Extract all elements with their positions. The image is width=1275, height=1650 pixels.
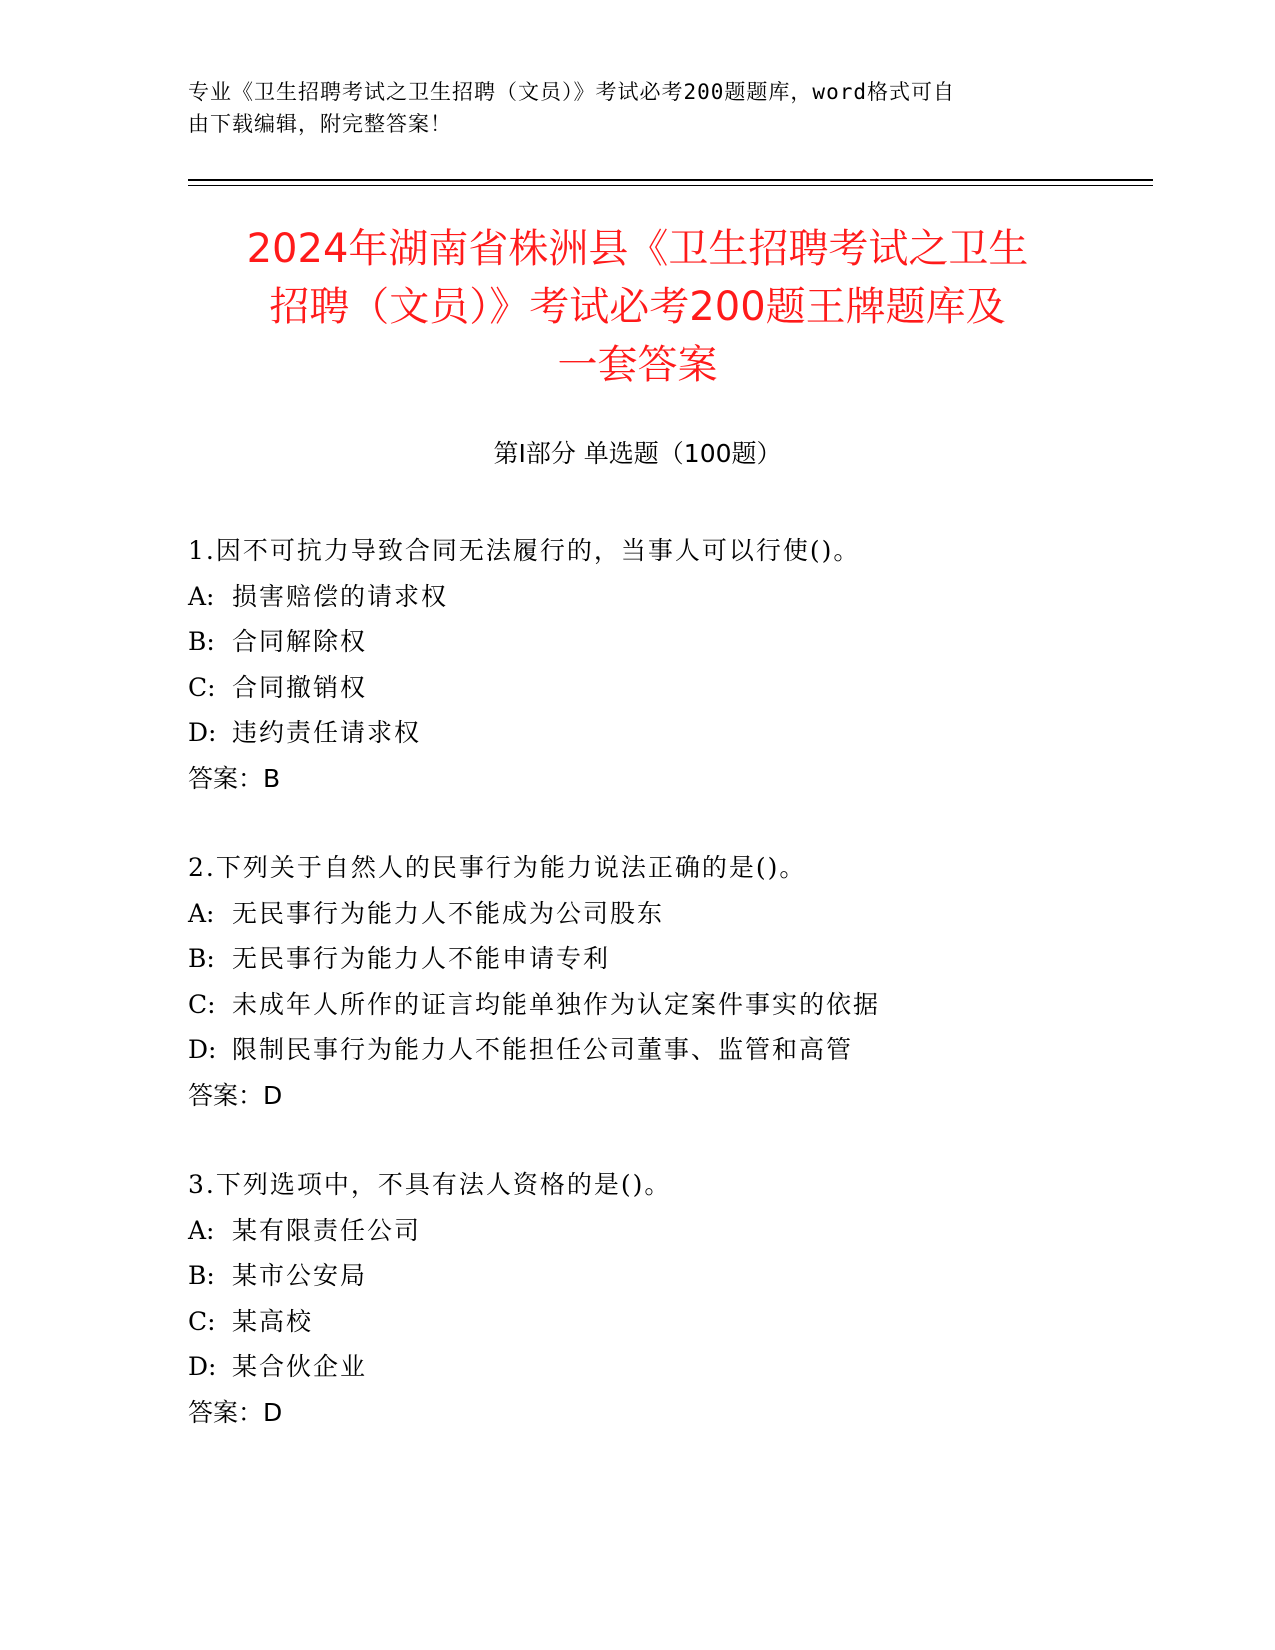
option-c (188, 665, 1148, 711)
option-key: D: (188, 718, 217, 747)
option-text: 无民事行为能力人不能成为公司股东 (232, 898, 665, 928)
option-text: 合同撤销权 (232, 672, 368, 702)
answer-label: 答案：D (188, 1397, 283, 1427)
option-text: 违约责任请求权 (232, 718, 422, 747)
option-b (188, 1253, 1148, 1299)
option-text: 合同解除权 (232, 627, 368, 656)
option-text: 某市公安局 (232, 1261, 368, 1290)
option-key: B: (188, 944, 215, 973)
option-text: 某高校 (232, 1306, 314, 1336)
option-text: 某合伙企业 (232, 1352, 368, 1381)
option-key: C: (188, 672, 216, 702)
option-key: B: (188, 627, 215, 656)
answer-label: 答案：B (188, 763, 281, 793)
option-a (188, 1208, 1148, 1254)
option-key: D: (188, 1352, 217, 1381)
option-text: 无民事行为能力人不能申请专利 (232, 944, 611, 973)
option-key: A: (188, 898, 215, 928)
option-d (188, 710, 1148, 756)
option-text: 未成年人所作的证言均能单独作为认定案件事实的依据 (232, 989, 881, 1019)
title-line-2: 招聘（文员）》考试必考200题王牌题库及 (269, 284, 1006, 330)
option-b (188, 619, 1148, 665)
option-a (188, 891, 1148, 937)
document-title (160, 220, 1115, 394)
question-stem: 1.因不可抗力导致合同无法履行的，当事人可以行使()。 (188, 536, 861, 565)
option-a (188, 574, 1148, 620)
title-line-1: 2024年湖南省株洲县《卫生招聘考试之卫生 (246, 226, 1029, 272)
option-key: A: (188, 581, 215, 611)
header-note-line-1: 专业《卫生招聘考试之卫生招聘（文员）》考试必考200题题库，word格式可自 (188, 80, 955, 104)
option-text: 限制民事行为能力人不能担任公司董事、监管和高管 (232, 1035, 854, 1064)
option-b (188, 936, 1148, 982)
question-1 (188, 528, 1148, 801)
title-line-3: 一套答案 (557, 342, 718, 388)
answer-label: 答案：D (188, 1080, 283, 1110)
option-d (188, 1344, 1148, 1390)
question-3 (188, 1162, 1148, 1435)
question-stem: 3.下列选项中，不具有法人资格的是()。 (188, 1170, 672, 1199)
option-key: C: (188, 1306, 216, 1336)
option-key: C: (188, 989, 216, 1019)
question-stem: 2.下列关于自然人的民事行为能力说法正确的是()。 (188, 853, 807, 882)
option-text: 损害赔偿的请求权 (232, 581, 449, 611)
option-key: D: (188, 1035, 217, 1064)
question-2 (188, 845, 1148, 1118)
question-list (188, 528, 1148, 1479)
section-heading: 第I部分 单选题（100题） (493, 439, 782, 468)
option-c (188, 982, 1148, 1028)
header-divider-thin (188, 185, 1153, 186)
header-divider-thick (188, 179, 1153, 181)
option-d (188, 1027, 1148, 1073)
option-key: A: (188, 1215, 215, 1245)
option-key: B: (188, 1261, 215, 1290)
option-text: 某有限责任公司 (232, 1215, 422, 1245)
header-note-line-2: 由下载编辑，附完整答案！ (188, 112, 452, 136)
header-note (188, 76, 1068, 140)
option-c (188, 1299, 1148, 1345)
